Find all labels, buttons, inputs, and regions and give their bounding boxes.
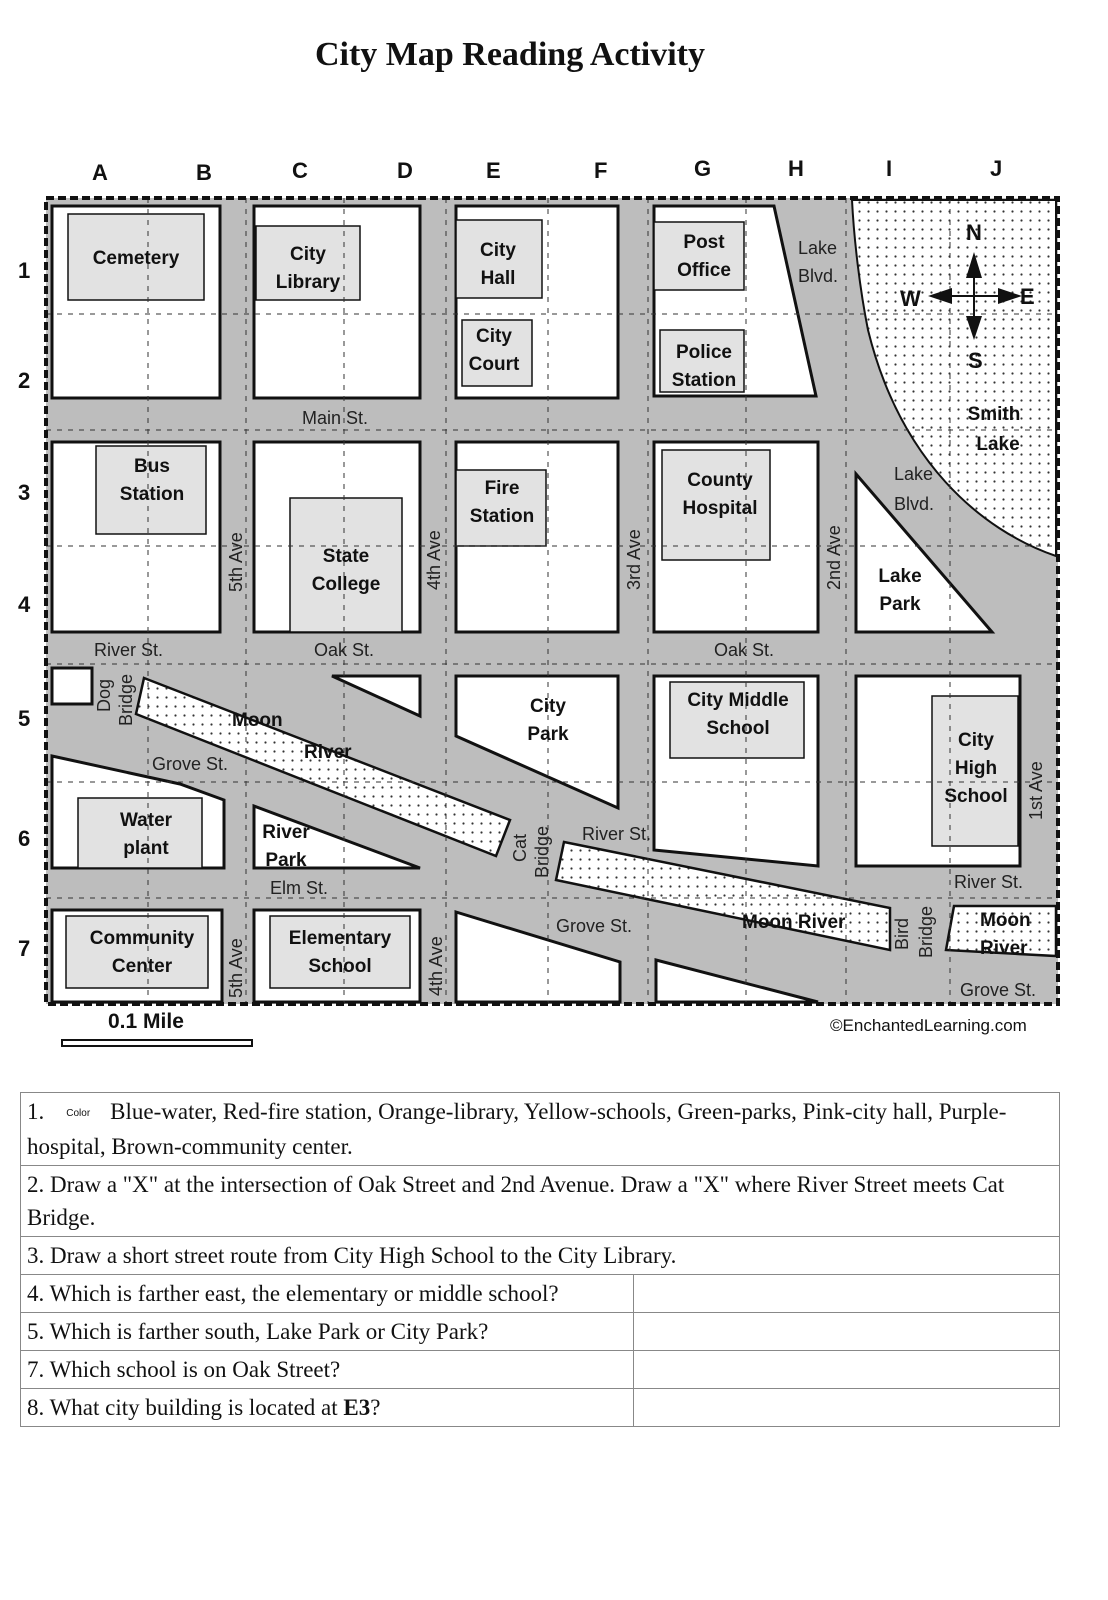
- county-hospital-label: County: [687, 470, 753, 491]
- police-station-label: Station: [671, 370, 737, 391]
- compass-e: E: [1020, 284, 1035, 309]
- bird-bridge-label: Bridge: [916, 905, 936, 958]
- city-court-label: Court: [468, 354, 520, 375]
- moon-river-label: River: [304, 742, 352, 763]
- community-center-label: Center: [111, 956, 173, 977]
- 3rd-ave-label: 3rd Ave: [624, 529, 644, 590]
- question-note: Color: [66, 1108, 91, 1120]
- column-labels: [92, 156, 1002, 185]
- grove-street-label: Grove St.: [556, 916, 633, 936]
- community-center-label: Community: [89, 928, 195, 949]
- question-text: ?: [370, 1395, 381, 1421]
- lake-blvd-label: Lake: [798, 238, 838, 258]
- river-street-label: River St.: [582, 824, 652, 844]
- bus-station-label: Station: [119, 484, 185, 505]
- elementary-school: [270, 916, 410, 988]
- row-label: 4: [18, 592, 31, 617]
- moon-river-label: Moon: [980, 910, 1031, 931]
- 1st-ave-label: 1st Ave: [1026, 761, 1046, 820]
- col-label: D: [397, 158, 413, 183]
- bus-station-label: Bus: [134, 456, 170, 477]
- dog-bridge-label: Dog: [94, 678, 114, 712]
- answer-cell[interactable]: [634, 1389, 1060, 1427]
- 5th-ave-label: 5th Ave: [226, 938, 246, 998]
- row-label: 6: [18, 826, 31, 851]
- elm-street-label: Elm St.: [270, 878, 329, 898]
- city-high-school-label: City: [958, 730, 994, 751]
- col-label: B: [196, 160, 212, 185]
- grove-street-label: Grove St.: [960, 980, 1037, 1000]
- oak-street-label: Oak St.: [714, 640, 775, 660]
- question-cell: 2. Draw a "X" at the intersection of Oak Street and 2nd Avenue. Draw a "X" where River Street meets Cat Bridge.: [21, 1166, 1060, 1237]
- lake-blvd-label: Lake: [894, 464, 934, 484]
- col-label: A: [92, 160, 108, 185]
- moon-river-label: Moon River: [742, 912, 846, 933]
- city-library-label: Library: [275, 272, 341, 293]
- fire-station-label: Station: [469, 506, 535, 527]
- moon-river-label: Moon: [232, 710, 283, 731]
- row-labels: [18, 258, 31, 961]
- question-cell: [21, 1389, 634, 1427]
- col-label: H: [788, 156, 804, 181]
- question-cell: 4. Which is farther east, the elementary or middle school?: [21, 1275, 634, 1313]
- cemetery-label: Cemetery: [92, 248, 180, 269]
- lake-park-label: Park: [879, 594, 921, 615]
- moon-river-label: River: [980, 938, 1028, 959]
- col-label: G: [694, 156, 712, 181]
- credit-text: ©EnchantedLearning.com: [830, 1016, 1027, 1035]
- state-college-label: College: [311, 574, 381, 595]
- city-hall-label: Hall: [480, 268, 516, 289]
- question-row: [21, 1093, 1060, 1166]
- county-hospital-label: Hospital: [682, 498, 758, 519]
- post-office-label: Office: [677, 260, 731, 281]
- row-label: 7: [18, 936, 31, 961]
- city-park-label: City: [530, 696, 566, 717]
- scale-bar: [62, 1040, 252, 1046]
- smith-lake-label: Lake: [976, 434, 1020, 455]
- city-court-label: City: [476, 326, 512, 347]
- city-library-label: City: [290, 244, 326, 265]
- elementary-school-label: School: [308, 956, 372, 977]
- row-label: 3: [18, 480, 31, 505]
- bird-bridge-label: Bird: [892, 917, 912, 950]
- city-middle-school-label: School: [706, 718, 770, 739]
- grid-ref: E3: [343, 1395, 371, 1421]
- question-row: [21, 1166, 1060, 1237]
- row-label: 5: [18, 706, 31, 731]
- compass-n: N: [966, 220, 982, 245]
- lake-park-label: Lake: [878, 566, 922, 587]
- col-label: F: [594, 158, 608, 183]
- city-park-label: Park: [527, 724, 569, 745]
- answer-cell[interactable]: [634, 1351, 1060, 1389]
- river-park-label: River: [262, 822, 310, 843]
- block: [52, 668, 92, 704]
- elementary-school-label: Elementary: [288, 928, 392, 949]
- col-label: C: [292, 158, 308, 183]
- question-row: [21, 1275, 1060, 1313]
- scale-label: 0.1 Mile: [108, 1010, 184, 1033]
- smith-lake-label: Smith: [967, 404, 1021, 425]
- page-title: City Map Reading Activity: [314, 36, 706, 73]
- question-cell: 5. Which is farther south, Lake Park or City Park?: [21, 1313, 634, 1351]
- question-cell: 7. Which school is on Oak Street?: [21, 1351, 634, 1389]
- water-plant-label: plant: [123, 838, 169, 859]
- river-street-label: River St.: [954, 872, 1024, 892]
- compass-s: S: [968, 348, 983, 373]
- question-row: [21, 1389, 1060, 1427]
- city-high-school-label: School: [944, 786, 1008, 807]
- question-row: [21, 1313, 1060, 1351]
- row-label: 2: [18, 368, 31, 393]
- question-cell: [21, 1093, 1060, 1166]
- col-label: I: [886, 156, 893, 181]
- police-station-label: Police: [676, 342, 732, 363]
- post-office-label: Post: [683, 232, 725, 253]
- question-row: [21, 1237, 1060, 1275]
- lake-blvd-label: Blvd.: [798, 266, 839, 286]
- col-label: E: [486, 158, 501, 183]
- questions-table: [20, 1092, 1060, 1427]
- col-label: J: [990, 156, 1003, 181]
- cat-bridge-label: Bridge: [532, 825, 552, 878]
- river-street-label: River St.: [94, 640, 164, 660]
- community-center: [66, 916, 208, 988]
- cat-bridge-label: Cat: [510, 833, 530, 862]
- state-college-label: State: [322, 546, 370, 567]
- main-street-label: Main St.: [302, 408, 369, 428]
- question-row: [21, 1351, 1060, 1389]
- 4th-ave-label: 4th Ave: [426, 936, 446, 996]
- answer-cell[interactable]: [634, 1313, 1060, 1351]
- question-number: 1.: [27, 1099, 45, 1124]
- grove-street-label: Grove St.: [152, 754, 229, 774]
- city-high-school-label: High: [954, 758, 998, 779]
- city-hall-label: City: [480, 240, 516, 261]
- water-plant-label: Water: [119, 810, 173, 831]
- river-park-label: Park: [265, 850, 307, 871]
- city-middle-school-label: City Middle: [687, 690, 789, 711]
- row-label: 1: [18, 258, 31, 283]
- 5th-ave-label: 5th Ave: [226, 532, 246, 592]
- answer-cell[interactable]: [634, 1275, 1060, 1313]
- 2nd-ave-label: 2nd Ave: [824, 525, 844, 590]
- question-cell: 3. Draw a short street route from City High School to the City Library.: [21, 1237, 1060, 1275]
- question-text: 8. What city building is located at: [27, 1395, 344, 1421]
- dog-bridge-label: Bridge: [116, 673, 136, 726]
- lake-blvd-label: Blvd.: [894, 494, 935, 514]
- 4th-ave-label: 4th Ave: [424, 530, 444, 590]
- compass-w: W: [900, 286, 921, 311]
- oak-street-label: Oak St.: [314, 640, 375, 660]
- question-text: Blue-water, Red-fire station, Orange-library, Yellow-schools, Green-parks, Pink-city hall, Purple-hospital, Brown-community center.: [27, 1099, 1007, 1160]
- fire-station-label: Fire: [484, 478, 520, 499]
